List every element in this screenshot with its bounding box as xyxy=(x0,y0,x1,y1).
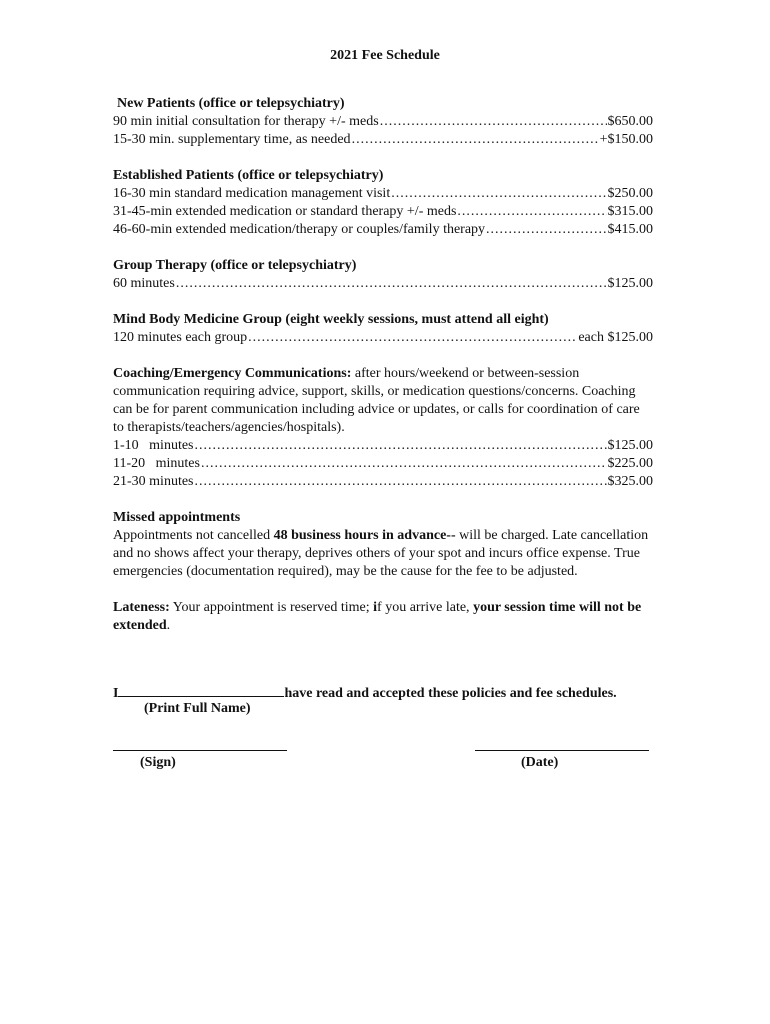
fee-label: 15-30 min. supplementary time, as needed xyxy=(113,132,351,147)
fee-row xyxy=(113,131,653,149)
new-patients-section xyxy=(113,95,653,149)
fee-price: $315.00 xyxy=(607,204,653,219)
fee-row xyxy=(113,437,653,455)
missed-text-after: will be charged. Late cancellation and no shows affect your therapy, deprives others of your spot and incurs office expense. True emergencies (documentation required), may be the cause for the fee to be adjusted. xyxy=(113,528,649,579)
new-patients-heading: New Patients (office or telepsychiatry) xyxy=(117,96,345,111)
lateness-heading: Lateness: xyxy=(113,600,170,615)
lateness-bold-2: your session time will not be extended xyxy=(113,600,642,633)
established-heading: Established Patients (office or telepsychiatry) xyxy=(113,168,384,183)
mind-body-section xyxy=(113,311,653,347)
date-line[interactable] xyxy=(475,750,649,751)
missed-text-before: Appointments not cancelled xyxy=(113,528,274,543)
lateness-paragraph xyxy=(113,599,653,635)
fee-price: $225.00 xyxy=(607,456,653,471)
sign-label: (Sign) xyxy=(140,755,176,770)
missed-bold: 48 business hours in advance-- xyxy=(273,528,456,543)
signature-line[interactable] xyxy=(113,750,287,751)
fee-price: $650.00 xyxy=(607,114,653,129)
page-title: 2021 Fee Schedule xyxy=(330,48,440,63)
fee-label: 120 minutes each group xyxy=(113,330,248,345)
fee-row xyxy=(113,185,653,203)
lateness-text-2: f you arrive late, xyxy=(377,600,474,615)
group-heading: Group Therapy (office or telepsychiatry) xyxy=(113,258,357,273)
established-patients-section xyxy=(113,167,653,239)
dot-leader xyxy=(176,275,607,293)
dot-leader xyxy=(201,455,607,473)
acceptance-prefix: I xyxy=(113,686,119,701)
fee-label: 21-30 minutes xyxy=(113,474,194,489)
lateness-text-1: Your appointment is reserved time; xyxy=(169,600,374,615)
fee-label: 11-20 minutes xyxy=(113,456,200,471)
fee-price: $125.00 xyxy=(607,276,653,291)
dot-leader xyxy=(248,329,577,347)
dot-leader xyxy=(195,473,607,491)
fee-label: 60 minutes xyxy=(113,276,175,291)
missed-paragraph xyxy=(113,527,653,581)
fee-price: +$150.00 xyxy=(599,132,653,147)
fee-label: 31-45-min extended medication or standard therapy +/- meds xyxy=(113,204,457,219)
fee-row xyxy=(113,329,653,347)
lateness-bold-if: i xyxy=(373,600,378,615)
date-label: (Date) xyxy=(521,755,559,770)
coaching-text: after hours/weekend or between-session communication requiring advice, support, skills, or medication questions/concerns. Coaching can be for parent communication including advice or updates, or calls for coordination of care to therapists/teachers/agencies/hospitals). xyxy=(113,366,640,435)
fee-label: 1-10 minutes xyxy=(113,438,194,453)
fee-label: 16-30 min standard medication management visit xyxy=(113,186,391,201)
name-blank-field[interactable] xyxy=(118,682,284,697)
fee-price: $415.00 xyxy=(607,222,653,237)
lateness-text-3: . xyxy=(166,618,171,633)
fee-row xyxy=(113,275,653,293)
group-therapy-section xyxy=(113,257,653,293)
fee-price: $250.00 xyxy=(607,186,653,201)
fee-price: each $125.00 xyxy=(578,330,653,345)
coaching-section xyxy=(113,365,653,491)
fee-row xyxy=(113,203,653,221)
dot-leader xyxy=(352,131,599,149)
fee-row xyxy=(113,473,653,491)
coaching-paragraph xyxy=(113,365,653,437)
lateness-section xyxy=(113,599,653,635)
dot-leader xyxy=(486,221,606,239)
fee-row xyxy=(113,455,653,473)
fee-row xyxy=(113,113,653,131)
dot-leader xyxy=(380,113,607,131)
print-name-label: (Print Full Name) xyxy=(144,701,251,716)
fee-row xyxy=(113,221,653,239)
missed-appointments-section xyxy=(113,509,653,581)
mind-body-heading: Mind Body Medicine Group (eight weekly sessions, must attend all eight) xyxy=(113,312,549,327)
dot-leader xyxy=(195,437,607,455)
missed-heading: Missed appointments xyxy=(113,510,241,525)
fee-label: 90 min initial consultation for therapy +/- meds xyxy=(113,114,379,129)
acceptance-statement xyxy=(113,682,673,702)
fee-price: $125.00 xyxy=(607,438,653,453)
document-body xyxy=(113,95,653,653)
fee-label: 46-60-min extended medication/therapy or couples/family therapy xyxy=(113,222,486,237)
acceptance-text: have read and accepted these policies and fee schedules. xyxy=(284,686,617,701)
coaching-heading: Coaching/Emergency Communications: xyxy=(113,366,352,381)
dot-leader xyxy=(391,185,606,203)
fee-price: $325.00 xyxy=(607,474,653,489)
dot-leader xyxy=(457,203,606,221)
